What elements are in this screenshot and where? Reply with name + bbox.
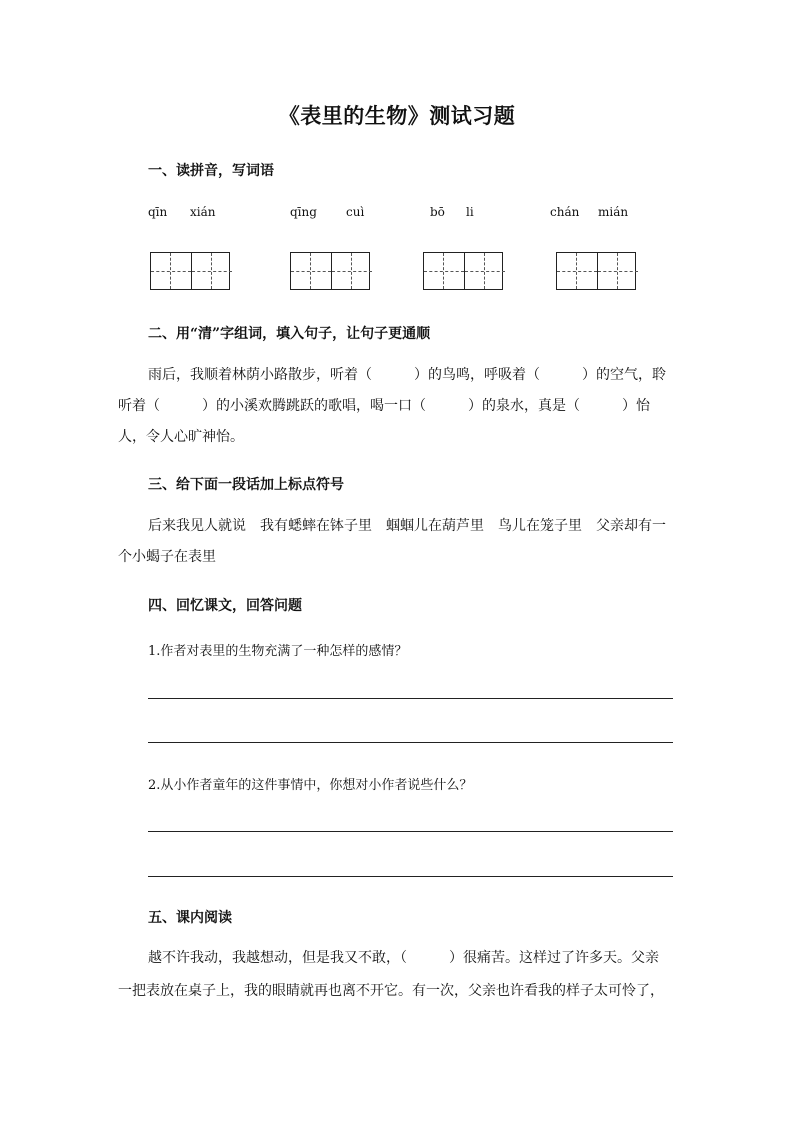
question-2: 2.从小作者童年的这件事情中，你想对小作者说些什么？: [148, 778, 473, 793]
answer-line-1a[interactable]: [148, 698, 673, 699]
pinyin-4b: mián: [598, 205, 629, 219]
section-5-line-2: 一把表放在桌子上，我的眼睛就再也离不开它。有一次，父亲也许看我的样子太可怜了，: [118, 983, 664, 999]
section-4-heading: 四、回忆课文，回答问题: [148, 598, 302, 614]
writing-grid-4[interactable]: [556, 252, 636, 290]
section-2-line-3: 人，令人心旷神怡。: [118, 429, 244, 445]
section-3-heading: 三、给下面一段话加上标点符号: [148, 477, 344, 493]
writing-grid-1[interactable]: [150, 252, 230, 290]
section-2-line-1: 雨后，我顺着林荫小路散步，听着（ ）的鸟鸣，呼吸着（ ）的空气，聆: [148, 367, 666, 383]
section-2-heading: 二、用“清”字组词，填入句子，让句子更通顺: [148, 326, 431, 342]
answer-line-2a[interactable]: [148, 831, 673, 832]
pinyin-4a: chán: [550, 205, 580, 219]
answer-line-2b[interactable]: [148, 876, 673, 877]
pinyin-3b: li: [466, 205, 474, 219]
page-title: 《表里的生物》测试习题: [278, 103, 516, 128]
section-1-heading: 一、读拼音，写词语: [148, 163, 274, 179]
section-3-line-2: 个小蝎子在表里: [118, 549, 216, 565]
pinyin-2a: qīng: [290, 205, 317, 219]
writing-grid-2[interactable]: [290, 252, 370, 290]
writing-grid-3[interactable]: [423, 252, 503, 290]
section-3-line-1: 后来我见人就说 我有蟋蟀在钵子里 蝈蝈儿在葫芦里 鸟儿在笼子里 父亲却有一: [148, 518, 666, 534]
section-2-line-2: 听着（ ）的小溪欢腾跳跃的歌唱，喝一口（ ）的泉水，真是（ ）怡: [118, 398, 650, 414]
question-1: 1.作者对表里的生物充满了一种怎样的感情？: [148, 644, 408, 659]
pinyin-2b: cuì: [346, 205, 365, 219]
pinyin-3a: bō: [430, 205, 445, 219]
pinyin-1b: xián: [190, 205, 216, 219]
pinyin-1a: qīn: [148, 205, 168, 219]
section-5-line-1: 越不许我动，我越想动，但是我又不敢，（ ）很痛苦。这样过了许多天。父亲: [148, 950, 659, 966]
section-5-heading: 五、课内阅读: [148, 910, 232, 926]
answer-line-1b[interactable]: [148, 742, 673, 743]
